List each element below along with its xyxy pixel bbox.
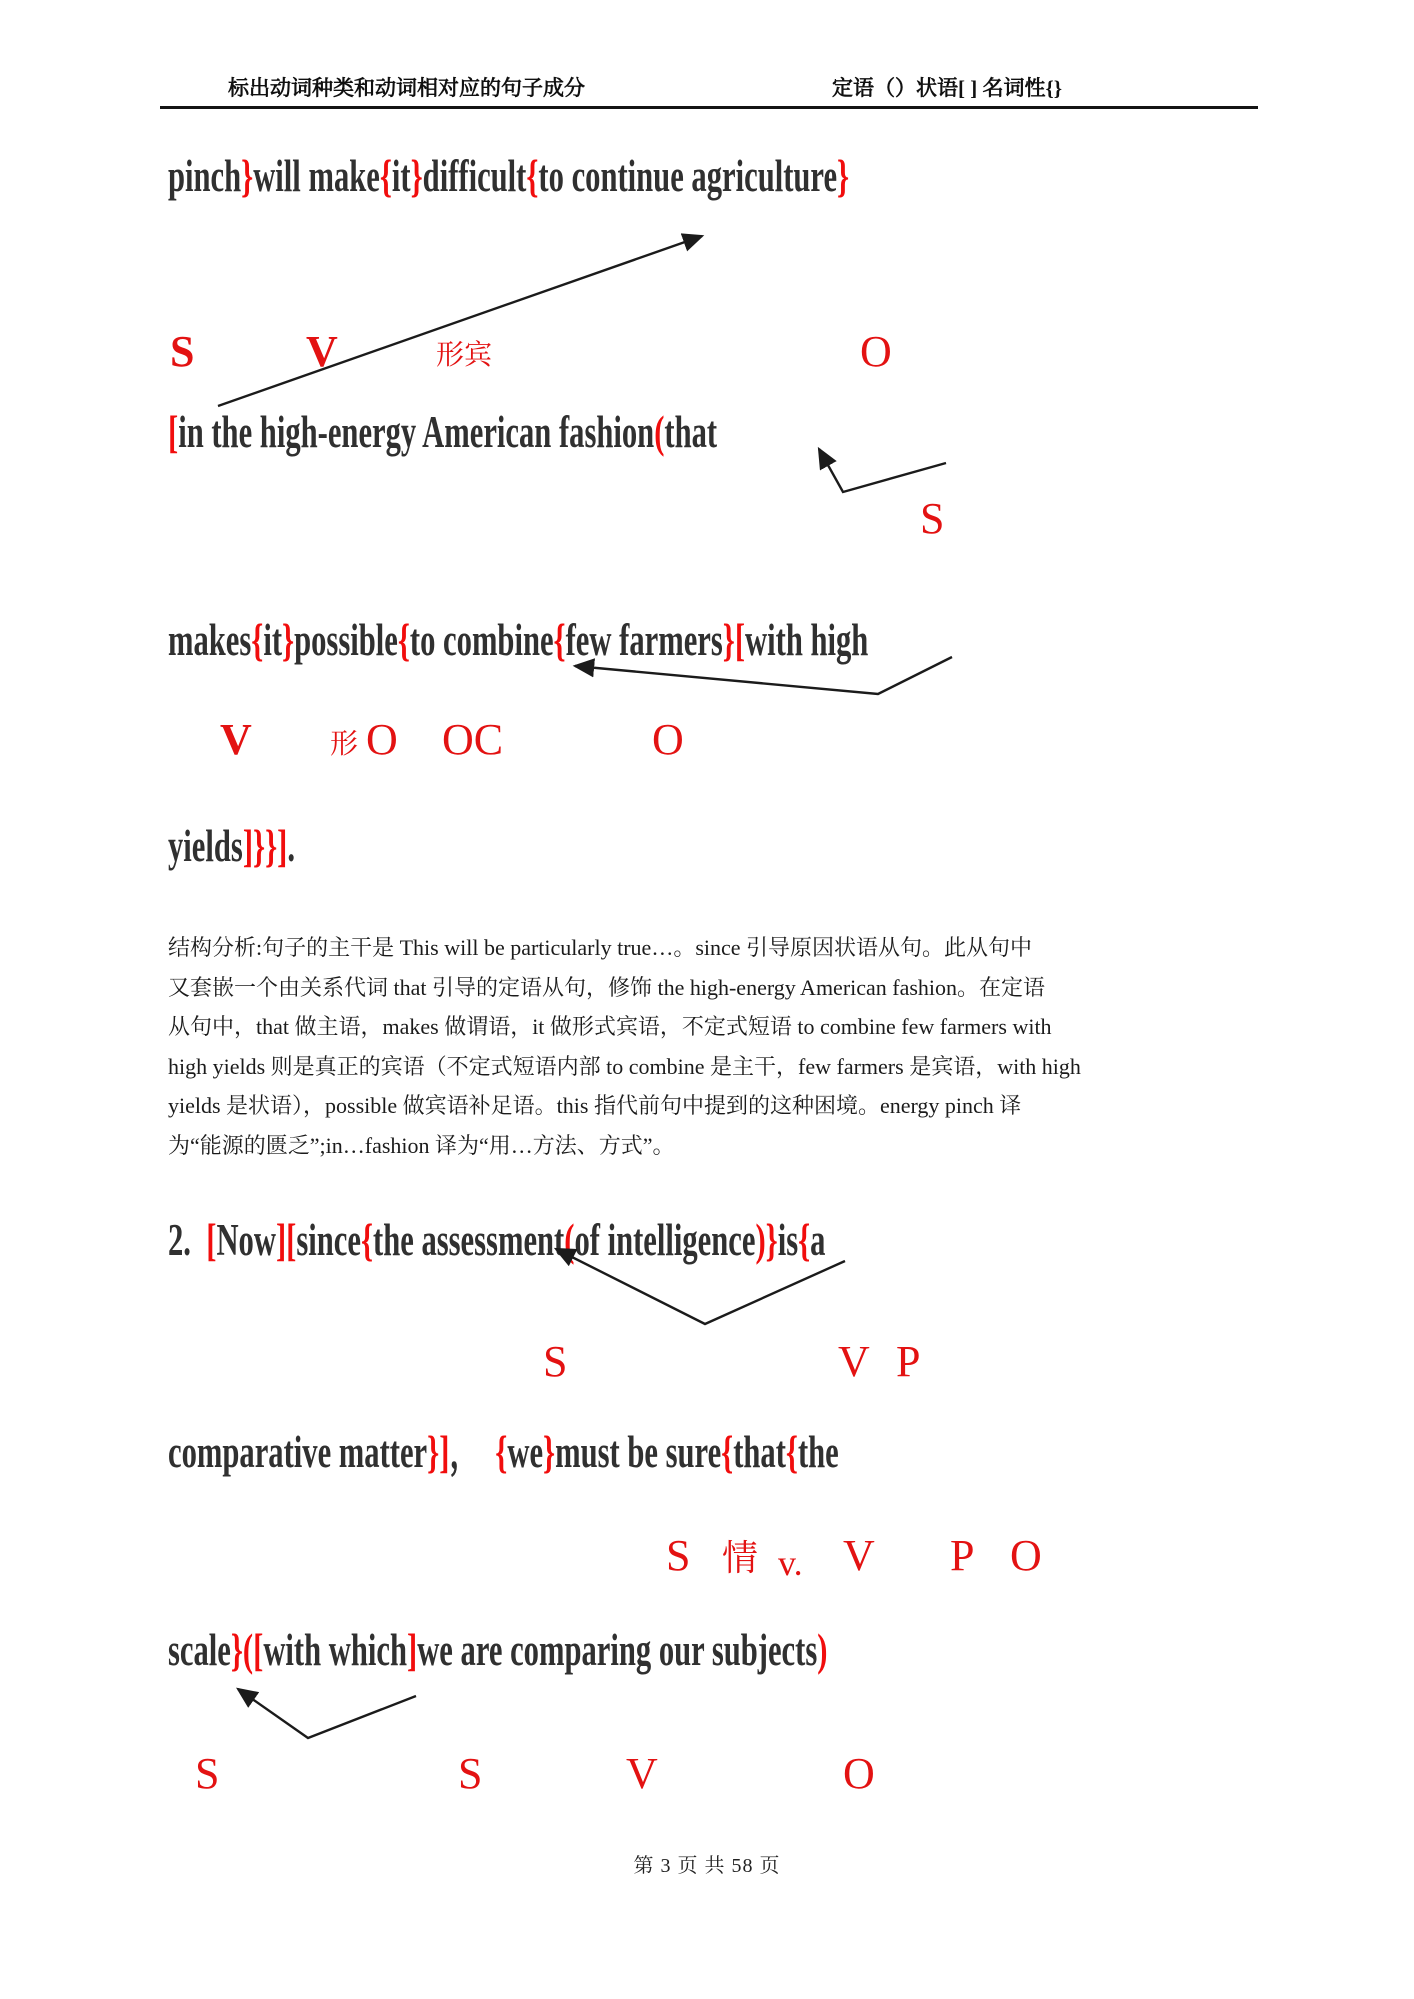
text-segment: it (391, 151, 411, 201)
header-rule (160, 106, 1258, 109)
grammar-label-o: O (1010, 1531, 1042, 1580)
bracket-mark: { (526, 151, 539, 201)
text-segment: we are comparing our subjects (417, 1625, 818, 1675)
grammar-label-s: S (666, 1531, 691, 1580)
analysis-line: 结构分析:句子的主干是 This will be particularly true…。since 引导原因状语从句。此从句中 (168, 935, 1033, 960)
grammar-label-v: V (838, 1337, 870, 1386)
bracket-mark: [ (168, 407, 179, 457)
page-number-footer: 第 3 页 共 58 页 (633, 1855, 781, 1877)
grammar-label-v: V (626, 1749, 658, 1798)
bracket-mark: { (397, 615, 410, 665)
arrow-clause-to-line1 (218, 236, 702, 406)
text-segment: ， (449, 1427, 496, 1477)
analysis-line: 从句中，that 做主语，makes 做谓语，it 做形式宾语，不定式短语 to combine few farmers with (168, 1014, 1052, 1039)
text-segment: that (664, 407, 718, 457)
text-segment: to combine (409, 615, 554, 665)
text-segment: possible (294, 615, 398, 665)
bracket-mark: ]}}] (242, 821, 288, 871)
text-segment: comparative matter (168, 1427, 428, 1477)
bracket-mark: ( (564, 1215, 575, 1265)
text-segment: it (263, 615, 283, 665)
text-segment: pinch (168, 151, 242, 201)
text-segment: is (777, 1215, 799, 1265)
grammar-label-xing: 形 (330, 729, 359, 760)
bracket-mark: { (785, 1427, 798, 1477)
bracket-mark: { (553, 615, 566, 665)
grammar-label-oc: OC (442, 715, 504, 764)
grammar-label-xingbin: 形宾 (436, 340, 493, 371)
bracket-mark: { (798, 1215, 811, 1265)
grammar-label-o: O (860, 327, 892, 376)
grammar-label-v: V (220, 715, 252, 764)
bracket-mark: [ (206, 1215, 217, 1265)
arrow-that-to-fashion (819, 449, 946, 492)
header-left-title: 标出动词种类和动词相对应的句子成分 (228, 76, 585, 100)
analysis-line: yields 是状语），possible 做宾语补足语。this 指代前句中提到的这种困境。energy pinch 译 (168, 1093, 1022, 1118)
text-segment: with high (745, 615, 869, 665)
bracket-mark: }([ (230, 1625, 264, 1675)
text-segment: with which (263, 1625, 407, 1675)
text-segment: 2. (168, 1215, 207, 1265)
text-segment: in the high-energy American fashion (178, 407, 655, 457)
analysis-line: high yields 则是真正的宾语（不定式短语内部 to combine 是主干，few farmers 是宾语，with high (168, 1053, 1081, 1079)
grammar-label-p: P (896, 1337, 921, 1386)
grammar-label-s2: S (458, 1749, 483, 1798)
arrow-which-to-scale (238, 1689, 416, 1738)
text-segment: of intelligence (574, 1215, 756, 1265)
grammar-label-p: P (950, 1531, 975, 1580)
bracket-mark: } (837, 151, 850, 201)
grammar-label-s: S (170, 327, 195, 376)
text-segment: a (810, 1215, 826, 1265)
text-segment: the assessment (372, 1215, 565, 1265)
grammar-label-s-that: S (920, 494, 945, 543)
bracket-mark: ] (406, 1625, 418, 1675)
text-segment: yields (168, 821, 243, 871)
grammar-label-qing: 情 (722, 1538, 759, 1578)
analysis-paragraph (168, 928, 1278, 1165)
bracket-mark: { (721, 1427, 734, 1477)
sentence1-line3 (168, 612, 868, 668)
item2-line1 (168, 1212, 825, 1268)
bracket-mark: } (410, 151, 423, 201)
grammar-label-vdot: v. (778, 1543, 803, 1583)
sentence1-line4 (168, 818, 295, 874)
text-segment: makes (168, 615, 252, 665)
grammar-label-v: V (306, 327, 338, 376)
item2-line3 (168, 1622, 827, 1678)
text-segment: to continue agriculture (538, 151, 838, 201)
text-segment: we (507, 1427, 544, 1477)
analysis-line: 为“能源的匮乏”;in…fashion 译为“用…方法、方式”。 (168, 1132, 675, 1158)
bracket-mark: { (379, 151, 392, 201)
grammar-label-s: S (543, 1337, 568, 1386)
analysis-line: 又套嵌一个由关系代词 that 引导的定语从句，修饰 the high-energy American fashion。在定语 (168, 974, 1046, 1000)
grammar-label-o: O (366, 715, 398, 764)
text-segment: will make (253, 151, 380, 201)
bracket-mark: { (360, 1215, 373, 1265)
grammar-label-v: V (843, 1531, 875, 1580)
bracket-mark: )} (755, 1215, 778, 1265)
text-segment: difficult (422, 151, 527, 201)
text-segment: . (287, 821, 295, 871)
text-segment: that (733, 1427, 786, 1477)
header-right-legend: 定语（）状语[ ] 名词性{} (832, 76, 1063, 100)
bracket-mark: } (282, 615, 295, 665)
text-segment: must be sure (555, 1427, 722, 1477)
sentence1-line2 (168, 404, 717, 460)
grammar-label-s: S (195, 1749, 220, 1798)
grammar-label-o2: O (652, 715, 684, 764)
bracket-mark: ][ (275, 1215, 297, 1265)
text-segment: few farmers (565, 615, 723, 665)
bracket-mark: }[ (722, 615, 746, 665)
grammar-label-o: O (843, 1749, 875, 1798)
text-segment: Now (216, 1215, 276, 1265)
text-segment: since (296, 1215, 361, 1265)
bracket-mark: } (241, 151, 254, 201)
bracket-mark: { (251, 615, 264, 665)
bracket-mark: } (543, 1427, 556, 1477)
item2-line2 (168, 1424, 839, 1480)
bracket-mark: { (495, 1427, 508, 1477)
text-segment: the (797, 1427, 839, 1477)
bracket-mark: }] (427, 1427, 450, 1477)
bracket-mark: ) (817, 1625, 828, 1675)
sentence1-line1 (168, 148, 849, 204)
text-segment: scale (168, 1625, 231, 1675)
bracket-mark: ( (654, 407, 665, 457)
